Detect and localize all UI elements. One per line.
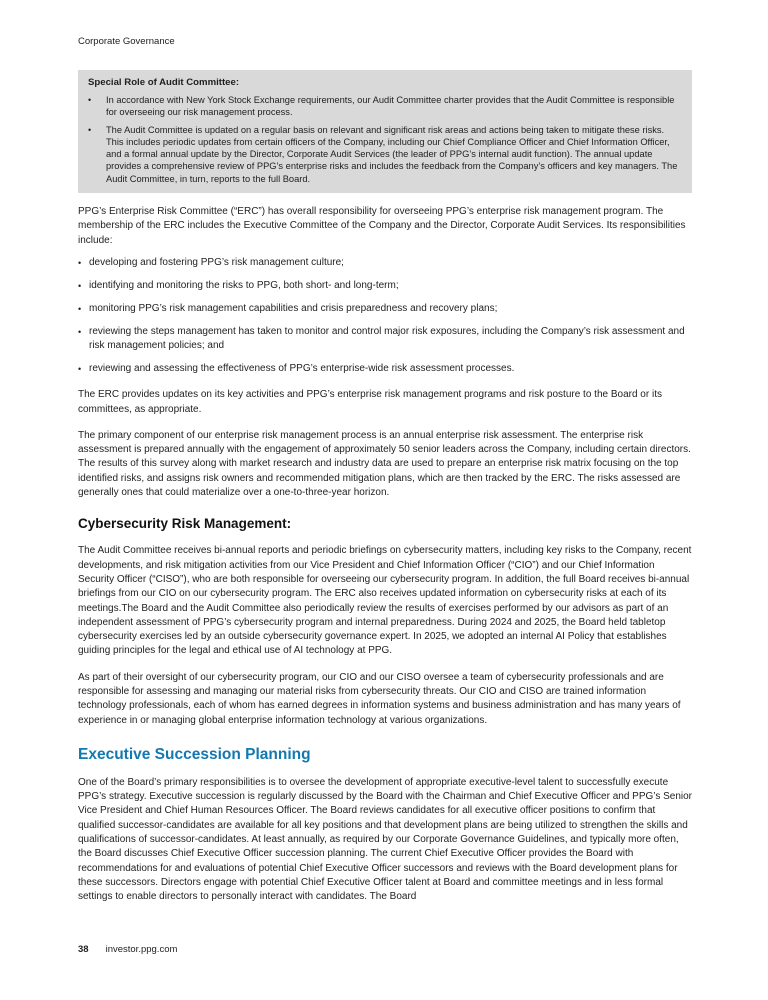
bullet-icon: •: [78, 281, 82, 292]
page-footer: [78, 944, 177, 956]
paragraph-erc-updates: The ERC provides updates on its key activities and PPG’s enterprise risk management programs and risk posture to the Board or its committees, as appropriate.: [78, 389, 662, 415]
list-item: [78, 325, 692, 354]
bullet-text: developing and fostering PPG’s risk management culture;: [89, 257, 344, 269]
callout-list-item: [88, 94, 680, 119]
paragraph-succession: One of the Board’s primary responsibilities is to oversee the development of appropriate executive-level talent to successfully execute PPG’s strategy. Executive succession is regularly discussed by the Board with the Chairman and Chief Executive Officer and PPG’s Senior Vice President and Chief Human Resources Officer. The Board reviews candidates for all executive officer positions to confirm that qualified successor-candidates are available for all key positions and that development plans are being utilized to strengthen the skills and qualifications of successor-candidates. At least annually, as required by our Corporate Governance Guidelines, and typically more often, the Board discusses Chief Executive Officer succession planning. The current Chief Executive Officer provides the Board with recommendations for and evaluations of potential Chief Executive Officer successors and reviews with the Board development plans for these successors. Directors engage with potential Chief Executive Officer talent at Board and committee meetings and in less formal settings to enable directors to personally interact with candidates. The Board: [78, 776, 692, 903]
running-header: Corporate Governance: [78, 36, 175, 47]
callout-bullet-text: In accordance with New York Stock Exchange requirements, our Audit Committee charter provides that the Audit Committee is responsible for overseeing our risk management process.: [106, 95, 675, 118]
heading-executive-succession-planning: Executive Succession Planning: [78, 745, 311, 763]
bullet-text: reviewing the steps management has taken to monitor and control major risk exposures, including the Company’s risk assessment and risk management policies; and: [89, 325, 685, 352]
list-item: [78, 256, 692, 270]
bullet-icon: •: [78, 363, 82, 374]
bullet-icon: •: [88, 124, 92, 135]
callout-list-item: [88, 124, 680, 185]
list-item: [78, 362, 692, 376]
paragraph-cybersecurity-1: The Audit Committee receives bi-annual reports and periodic briefings on cybersecurity matters, including key risks to the Company, recent developments, and risk mitigation activities from our Vice President and Chief Information Officer (“CIO”) and our Chief Information Security Officer (“CISO”), who are both responsible for overseeing our cybersecurity program. In addition, the full Board receives bi-annual briefings from our CIO on our cybersecurity program. The ERC also receives updated information on cybersecurity risks at each of its meetings.The Board and the Audit Committee also periodically review the results of exercises performed by our advisors as part of an independent assessment of PPG’s cybersecurity program and internal preparedness. During 2024 and 2025, the Board held tabletop cybersecurity exercises led by an outside cybersecurity governance expert. In 2025, we adopted an internal AI Policy that establishes guiding principles for the legal and ethical use of AI technology at PPG.: [78, 545, 692, 657]
callout-title: Special Role of Audit Committee:: [88, 77, 240, 88]
bullet-icon: •: [78, 258, 82, 269]
bullet-icon: •: [78, 326, 82, 337]
paragraph-cybersecurity-2: As part of their oversight of our cybersecurity program, our CIO and our CISO oversee a team of cybersecurity professionals and are responsible for assessing and managing our material risks from cybersecurity threats. Our CIO and CISO are trained information technology professionals, each of whom has earned degrees in information systems and business administration and has many years of experience in or managing global enterprise information technology at various organizations.: [78, 671, 681, 726]
bullet-text: monitoring PPG’s risk management capabilities and crisis preparedness and recovery plans;: [89, 303, 498, 315]
paragraph-erc-primary-component: The primary component of our enterprise risk management process is an annual enterprise risk assessment. The enterprise risk assessment is prepared annually with the engagement of approximately 50 senior leaders across the Company, including certain directors. The results of this survey along with market research and industry data are used to prepare an enterprise risk matrix focusing on the top identified risks, and assigns risk owners and recommended mitigation plans, which are then tracked by the ERC. The risks assessed are generally ones that could materialize over a one-to-three-year horizon.: [78, 429, 691, 499]
paragraph-erc-intro: PPG’s Enterprise Risk Committee (“ERC”) has overall responsibility for overseeing PPG’s enterprise risk management program. The membership of the ERC includes the Executive Committee of the Company and the Director, Corporate Audit Services. Its responsibilities include:: [78, 206, 686, 246]
footer-site-text: investor.ppg.com: [105, 944, 178, 955]
bullet-icon: •: [88, 95, 92, 105]
bullet-text: identifying and monitoring the risks to PPG, both short- and long-term;: [89, 280, 399, 292]
bullet-icon: •: [78, 304, 82, 315]
callout-bullet-text: The Audit Committee is updated on a regular basis on relevant and significant risk areas and actions being taken to mitigate these risks. This includes periodic updates from certain officers of the Company, including our Chief Compliance Officer and Chief Information Officer, and a formal annual update by the Director, Corporate Audit Services (the leader of PPG’s internal audit function). The annual update provides a comprehensive review of PPG’s enterprise risks and includes the feedback from the Company’s officers and key managers. The Audit Committee, in turn, reports to the full Board.: [106, 124, 678, 184]
bullet-text: reviewing and assessing the effectiveness of PPG’s enterprise-wide risk assessment processes.: [89, 362, 515, 374]
audit-committee-callout-box: [78, 70, 692, 193]
heading-cybersecurity-risk-management: Cybersecurity Risk Management:: [78, 516, 292, 532]
list-item: [78, 302, 692, 316]
list-item: [78, 279, 692, 293]
page-number: 38: [78, 944, 89, 955]
